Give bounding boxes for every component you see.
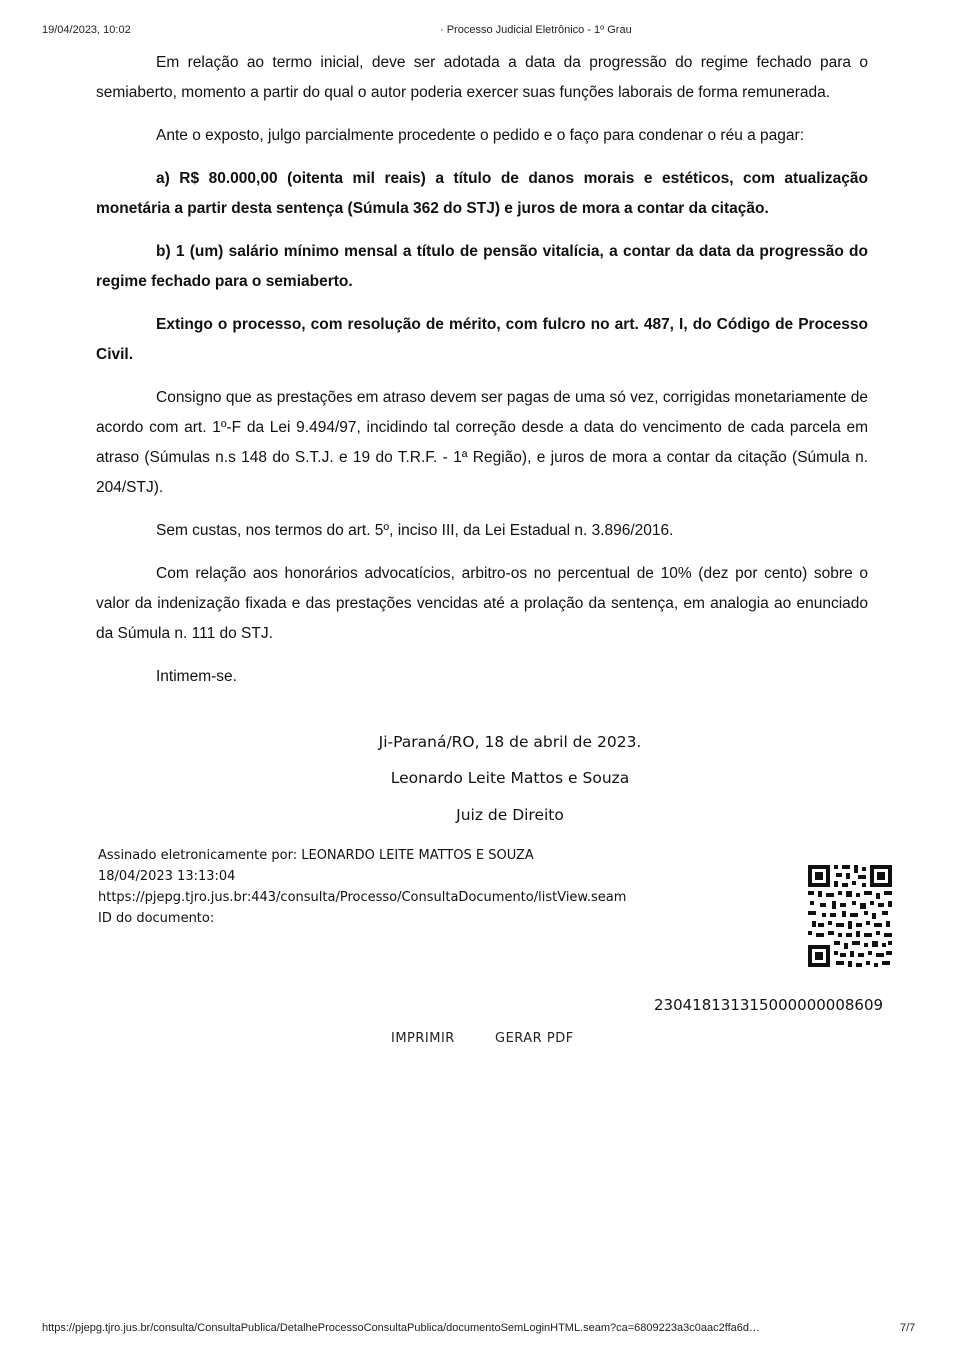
paragraph-costs: Sem custas, nos termos do art. 5º, inciso III, da Lei Estadual n. 3.896/2016. — [156, 522, 674, 539]
paragraph-arrears: Consigno que as prestações em atraso devem ser pagas de uma só vez, corrigidas monetariamente de acordo com art. 1º-F da Lei 9.494/97, incidindo tal correção desde a data do vencimento de cada parcela em atraso (Súmulas n.s 148 do S.T.J. e 19 do T.R.F. - 1ª Região), e juros de mora a contar da citação (Súmula n. 204/STJ). — [96, 389, 868, 496]
print-footer-url: https://pjepg.tjro.jus.br/consulta/ConsultaPublica/DetalheProcessoConsultaPublica/documentoSemLoginHTML.seam?ca=6809223a3c0aac2ffa6d… — [42, 1322, 760, 1334]
signed-by: Assinado eletronicamente por: LEONARDO LEITE MATTOS E SOUZA — [98, 848, 534, 863]
paragraph-attorney-fees: Com relação aos honorários advocatícios, arbitro-os no percentual de 10% (dez por cento) sobre o valor da indenização fixada e das prestações vencidas até a prolação da sentença, em analogia ao enunciado da Súmula n. 111 do STJ. — [96, 565, 868, 642]
print-header-datetime: 19/04/2023, 10:02 — [42, 24, 131, 36]
electronic-signature-block — [98, 845, 626, 929]
signed-at: 18/04/2023 13:13:04 — [98, 869, 236, 884]
paragraph-ruling-intro: Ante o exposto, julgo parcialmente procedente o pedido e o faço para condenar o réu a pagar: — [156, 127, 805, 144]
judge-role: Juiz de Direito — [456, 806, 564, 824]
print-header-title: · Processo Judicial Eletrônico - 1º Grau — [440, 24, 632, 36]
qr-code-icon — [806, 863, 894, 969]
signature-place-date: Ji-Paraná/RO, 18 de abril de 2023. — [378, 733, 642, 751]
paragraph-initial-term: Em relação ao termo inicial, deve ser adotada a data da progressão do regime fechado para o semiaberto, momento a partir do qual o autor poderia exercer suas funções laborais de forma remunerada. — [96, 54, 868, 101]
paragraph-moral-damages: a) R$ 80.000,00 (oitenta mil reais) a título de danos morais e estéticos, com atualização monetária a partir desta sentença (Súmula 362 do STJ) e juros de mora a contar da citação. — [96, 170, 868, 217]
paragraph-pension: b) 1 (um) salário mínimo mensal a título de pensão vitalícia, a contar da data da progressão do regime fechado para o semiaberto. — [96, 243, 868, 290]
doc-id-label: ID do documento: — [98, 911, 215, 926]
paragraph-intimation: Intimem-se. — [156, 668, 237, 685]
judge-name: Leonardo Leite Mattos e Souza — [390, 769, 630, 787]
document-number: 230418131315000000008609 — [654, 996, 884, 1014]
generate-pdf-button[interactable]: GERAR PDF — [495, 1031, 574, 1046]
print-button[interactable]: IMPRIMIR — [391, 1031, 455, 1046]
print-footer-page: 7/7 — [900, 1322, 916, 1334]
paragraph-extinction: Extingo o processo, com resolução de mérito, com fulcro no art. 487, I, do Código de Processo Civil. — [96, 316, 868, 363]
verify-url: https://pjepg.tjro.jus.br:443/consulta/Processo/ConsultaDocumento/listView.seam — [98, 890, 627, 905]
decision-body — [96, 48, 868, 705]
